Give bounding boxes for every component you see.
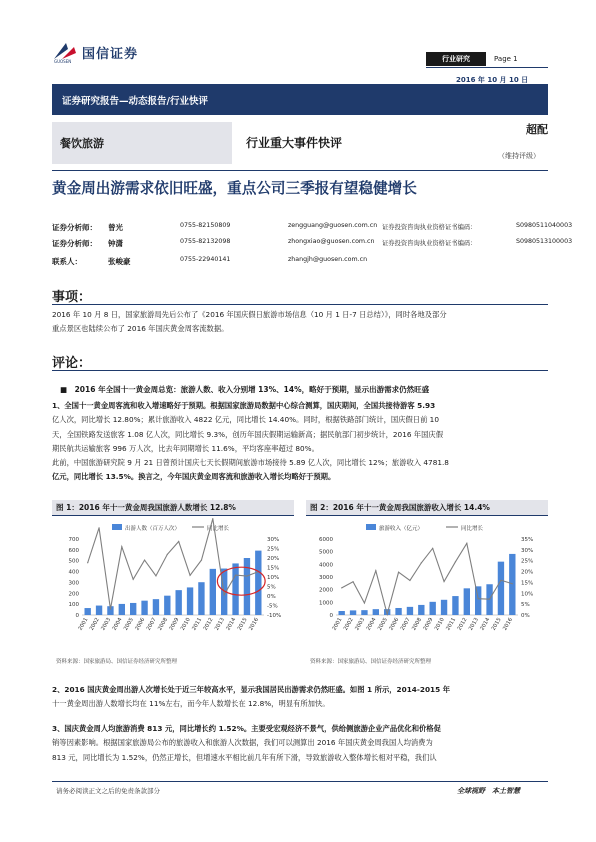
y-tick-left: 600 <box>68 547 79 554</box>
x-tick-label: 2007 <box>399 617 412 632</box>
x-tick-label: 2012 <box>456 617 469 632</box>
matter-paragraph <box>52 308 548 337</box>
figure-title-bar <box>306 500 548 516</box>
x-tick-label: 2004 <box>111 617 124 632</box>
x-tick-label: 2015 <box>490 617 503 632</box>
chart-bar <box>350 610 356 615</box>
line-point <box>341 587 342 588</box>
y-tick-left: 100 <box>68 602 79 609</box>
section-heading-comment <box>52 352 548 371</box>
logo-mark-icon <box>52 41 80 61</box>
chart-bar <box>176 590 182 615</box>
y-tick-left: 0 <box>75 613 79 619</box>
line-point <box>133 579 134 580</box>
line-point <box>398 572 399 573</box>
chart-bar <box>141 601 147 615</box>
analyst-phone: 0755-82150809 <box>180 222 231 229</box>
legend-label: 出游人数（百万人次） <box>125 526 181 532</box>
analyst-name: 钟潇 <box>108 239 123 248</box>
line-point <box>87 562 88 563</box>
y-tick-left: 2000 <box>319 587 333 594</box>
x-tick-label: 2014 <box>479 617 492 632</box>
page-label: Page 1 <box>494 55 518 63</box>
y-tick-right: -5% <box>267 603 278 610</box>
chart-bar <box>407 607 413 615</box>
report-banner <box>52 84 548 115</box>
y-tick-right: 15% <box>521 580 534 587</box>
analyst-label: 证券分析师： <box>52 239 97 248</box>
chart-bar <box>361 610 367 615</box>
text-line: 亿人次，同比增长 12.80%；累计旅游收入 4822 亿元，同比增长 14.40%。同时，根据铁路部门统计，国庆假日前 10 <box>52 415 439 425</box>
text-line: 813 元，同比增长为 1.52%，仍然正增长，但增速水平相比前几年有所下滑，导致旅游收入整体增长相对平稳，我们认 <box>52 752 437 762</box>
section-heading-matter <box>52 286 548 305</box>
chart-1 <box>52 517 294 648</box>
report-tag: 行业研究 <box>426 52 486 66</box>
chart-2 <box>306 517 548 648</box>
comment-paragraph <box>52 399 548 485</box>
line-point <box>443 581 444 582</box>
y-tick-left: 500 <box>68 558 79 565</box>
cert-number: S0980513100003 <box>516 238 573 245</box>
y-tick-left: 3000 <box>319 575 333 581</box>
chart-bar <box>498 562 504 615</box>
paragraph-2 <box>52 683 548 712</box>
legend-swatch-bars <box>366 524 376 530</box>
y-tick-right: 5% <box>267 584 276 591</box>
chart-bar <box>339 611 345 615</box>
report-date: 2016 年 10 月 10 日 <box>456 76 529 84</box>
line-point <box>500 580 501 581</box>
footer-slogan: 全球视野 本土智慧 <box>457 787 520 795</box>
line-point <box>178 541 179 542</box>
analyst-row <box>52 222 596 234</box>
figure-title: 图 1：2016 年十一黄金周我国旅游人数增长 12.8% <box>56 503 236 512</box>
y-tick-right: 25% <box>267 546 280 553</box>
title-divider <box>52 170 548 171</box>
x-tick-label: 2005 <box>376 617 389 632</box>
chart-bar <box>164 596 170 615</box>
y-tick-left: 4000 <box>319 562 333 569</box>
x-tick-label: 2016 <box>248 617 261 632</box>
x-tick-label: 2001 <box>77 617 90 632</box>
y-tick-right: 20% <box>267 556 280 562</box>
x-tick-label: 2011 <box>445 617 458 632</box>
analyst-phone: 0755-82132098 <box>180 238 231 245</box>
x-tick-label: 2006 <box>388 617 401 632</box>
x-tick-label: 2013 <box>213 617 226 632</box>
legend-label: 同比增长 <box>207 526 230 532</box>
section-heading-text: 事项： <box>52 290 92 305</box>
text-line: 十一黄金周出游人数增长均在 11%左右，而今年人数增长在 12.8%，明显有所加快。 <box>52 699 330 709</box>
analyst-email[interactable]: zengguang@guosen.com.cn <box>288 222 378 229</box>
x-tick-label: 2009 <box>422 617 435 632</box>
chart-bar <box>373 609 379 615</box>
y-tick-left: 6000 <box>319 537 333 543</box>
x-tick-label: 2011 <box>191 617 204 632</box>
line-point <box>167 554 168 555</box>
chart-bar <box>418 605 424 615</box>
text-line: 天，全国铁路发送旅客 1.08 亿人次，同比增长 9.3%，创历年国庆假期运输新高；据民航部门初步统计，2016 年国庆假 <box>52 429 443 439</box>
x-tick-label: 2014 <box>225 617 238 632</box>
chart-bar <box>130 603 136 615</box>
figure-title-bar <box>52 500 294 516</box>
paragraph-3 <box>52 722 548 765</box>
figure-2 <box>306 500 548 648</box>
header-divider <box>426 67 548 68</box>
report-tag-block <box>426 52 548 66</box>
line-point <box>432 548 433 549</box>
line-point <box>466 543 467 544</box>
text-line: 重点景区也陆续公布了 2016 年国庆黄金周客流数据。 <box>52 324 229 334</box>
x-tick-label: 2006 <box>134 617 147 632</box>
y-tick-right: 20% <box>521 569 534 576</box>
analyst-name: 曾光 <box>108 223 123 232</box>
x-tick-label: 2003 <box>100 617 113 632</box>
text-line: 2016 年 10 月 8 日，国家旅游局先后公布了《2016 年国庆假日旅游市场信息（10 月 1 日-7 日总结）》，同时各地及部分 <box>52 310 447 319</box>
y-tick-right: 25% <box>521 558 534 565</box>
analyst-name: 张峻豪 <box>108 257 131 266</box>
logo-sub: GUOSEN <box>54 59 72 64</box>
cert-label: 证券投资咨询执业资格证书编码： <box>382 224 477 231</box>
cert-label: 证券投资咨询执业资格证书编码： <box>382 240 477 247</box>
line-point <box>246 575 247 576</box>
chart-bar <box>430 602 436 615</box>
line-point <box>155 575 156 576</box>
logo-text: 国信证券 <box>82 47 139 62</box>
figure-title: 图 2：2016 年十一黄金周我国旅游收入增长 14.4% <box>310 503 490 512</box>
figure-1-source: 资料来源：国家旅游局、国信证券经济研究所整理 <box>56 659 178 665</box>
x-tick-label: 2012 <box>202 617 215 632</box>
analyst-row <box>52 238 596 250</box>
legend-label: 旅游收入（亿元） <box>379 526 424 532</box>
x-tick-label: 2007 <box>145 617 158 632</box>
y-tick-right: 35% <box>521 537 534 543</box>
x-tick-label: 2008 <box>411 617 424 632</box>
x-tick-label: 2013 <box>467 617 480 632</box>
y-tick-left: 0 <box>329 613 333 619</box>
line-point <box>235 575 236 576</box>
text-line: 1、全国十一黄金周客流和收入增速略好于预期。根据国家旅游局数据中心综合测算，国庆期间，全国共接待游客 5.93 <box>52 401 436 410</box>
chart-bar <box>255 551 261 615</box>
line-point <box>478 598 479 599</box>
y-tick-right: -10% <box>267 613 282 619</box>
x-tick-label: 2015 <box>236 617 249 632</box>
legend-swatch-bars <box>112 524 122 530</box>
analyst-row <box>52 256 596 268</box>
figure-2-source: 资料来源：国家旅游局、国信证券经济研究所整理 <box>310 659 432 665</box>
line-point <box>409 580 410 581</box>
line-point <box>121 546 122 547</box>
x-tick-label: 2002 <box>88 617 101 632</box>
x-tick-label: 2003 <box>354 617 367 632</box>
x-tick-label: 2002 <box>342 617 355 632</box>
footer-disclaimer: 请务必阅读正文之后的免责条款部分 <box>56 787 160 795</box>
line-point <box>375 570 376 571</box>
y-tick-right: 0% <box>267 594 276 600</box>
y-tick-left: 200 <box>68 591 79 598</box>
text-line: 此前，中国旅游研究院 9 月 21 日曾预计国庆七天长假期间旅游市场接待 5.89 亿人次，同比增长 12%；旅游收入 4781.8 <box>52 458 449 468</box>
summary-bullet: ■ 2016 年全国十一黄金周总览：旅游人数、收入分别增 13%、14%，略好于预期，显示出游需求仍然旺盛 <box>60 385 430 394</box>
line-point <box>144 559 145 560</box>
chart-bar <box>119 604 125 615</box>
chart-bar <box>395 608 401 615</box>
sector-name: 餐饮旅游 <box>60 137 104 150</box>
chart-bar <box>232 563 238 615</box>
line-point <box>224 594 225 595</box>
analyst-label: 证券分析师： <box>52 223 97 232</box>
y-tick-right: 10% <box>267 575 280 581</box>
chart-bar <box>210 569 216 615</box>
y-tick-right: 10% <box>521 591 534 598</box>
y-tick-right: 0% <box>521 613 530 619</box>
line-point <box>421 562 422 563</box>
y-tick-left: 700 <box>68 537 79 543</box>
line-point <box>364 602 365 603</box>
figure-1 <box>52 500 294 648</box>
line-point <box>352 581 353 582</box>
line-point <box>110 609 111 610</box>
y-tick-right: 15% <box>267 565 280 572</box>
x-tick-label: 2004 <box>365 617 378 632</box>
x-tick-label: 2016 <box>502 617 515 632</box>
x-tick-label: 2005 <box>122 617 135 632</box>
banner-text: 证券研究报告—动态报告/行业快评 <box>62 96 208 107</box>
chart-bar <box>85 608 91 615</box>
chart-bar <box>96 606 102 615</box>
legend-label: 同比增长 <box>461 526 484 532</box>
section-heading-text: 评论： <box>52 356 92 371</box>
sector-box <box>52 122 232 164</box>
x-tick-label: 2010 <box>179 617 192 632</box>
chart-bar <box>509 554 515 615</box>
chart-bar <box>187 587 193 615</box>
line-point <box>98 527 99 528</box>
y-tick-left: 1000 <box>319 600 333 607</box>
text-line: 销等因素影响。根据国家旅游局公布的旅游收入和旅游人次数据，我们可以测算出 2016 年国庆黄金周我国人均消费为 <box>52 738 433 748</box>
x-tick-label: 2009 <box>168 617 181 632</box>
y-tick-right: 5% <box>521 602 530 609</box>
line-point <box>212 518 213 519</box>
chart-bar <box>244 558 250 615</box>
company-logo <box>52 39 172 65</box>
text-line: 期民航共运输旅客 996 万人次，比去年同期增长 11.6%，平均客座率超过 80%。 <box>52 443 319 453</box>
text-line: 亿元，同比增长 13.5%。换言之，今年国庆黄金周客流和旅游收入增长均略好于预期。 <box>52 472 336 482</box>
x-tick-label: 2001 <box>331 617 344 632</box>
chart-bar <box>475 586 481 615</box>
y-tick-left: 300 <box>68 580 79 587</box>
x-tick-label: 2008 <box>157 617 170 632</box>
chart-bar <box>452 596 458 615</box>
line-point <box>455 561 456 562</box>
text-line: 2、2016 国庆黄金周出游人次增长处于近三年较高水平，显示我国居民出游需求仍然旺盛。如图 1 所示，2014-2015 年 <box>52 685 451 694</box>
text-line: 3、国庆黄金周人均旅游消费 813 元，同比增长约 1.52%。主要受宏观经济不景气，供给侧旅游企业产品优化和价格促 <box>52 724 441 733</box>
report-type: 行业重大事件快评 <box>246 136 343 150</box>
line-point <box>189 575 190 576</box>
line-point <box>512 583 513 584</box>
analyst-email[interactable]: zhangjh@guosen.com.cn <box>288 256 368 263</box>
x-tick-label: 2010 <box>433 617 446 632</box>
line-point <box>201 559 202 560</box>
chart-bar <box>441 600 447 615</box>
analyst-label: 联系人： <box>52 257 82 266</box>
analyst-email[interactable]: zhongxiao@guosen.com.cn <box>288 238 375 245</box>
y-tick-left: 400 <box>68 569 79 576</box>
rating-note: （维持评级） <box>498 152 540 160</box>
footer-divider <box>52 781 548 782</box>
line-point <box>489 599 490 600</box>
y-tick-right: 30% <box>521 547 534 554</box>
analyst-phone: 0755-22940141 <box>180 256 231 263</box>
cert-number: S0980511040003 <box>516 222 573 229</box>
y-tick-left: 5000 <box>319 549 333 556</box>
line-point <box>387 614 388 615</box>
chart-bar <box>198 582 204 615</box>
rating: 超配 <box>526 123 548 136</box>
page-title: 黄金周出游需求依旧旺盛，重点公司三季报有望稳健增长 <box>52 180 417 197</box>
chart-bar <box>153 599 159 615</box>
chart-bar <box>464 588 470 615</box>
y-tick-right: 30% <box>267 537 280 543</box>
